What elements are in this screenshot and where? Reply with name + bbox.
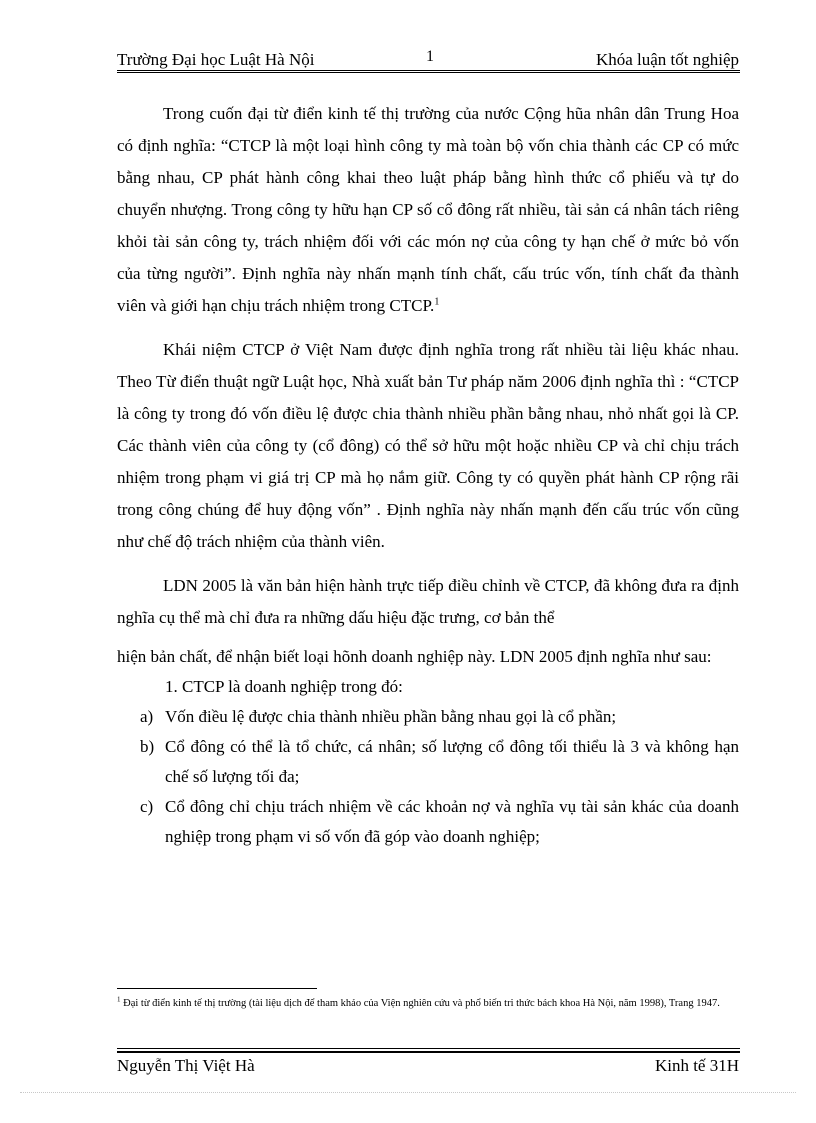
footnote-number: 1 (117, 995, 121, 1004)
list-item-c (117, 792, 739, 852)
header-university: Trường Đại học Luật Hà Nội (117, 50, 315, 69)
footnote-divider (117, 988, 317, 989)
paragraph-2: Khái niệm CTCP ở Việt Nam được định nghĩa trong rất nhiều tài liệu khác nhau. Theo Từ điển thuật ngữ Luật học, Nhà xuất bản Tư pháp năm 2006 định nghĩa thì : “CTCP là công ty trong đó vốn điều lệ được chia thành nhiều phần bằng nhau, nhỏ nhất gọi là CP. Các thành viên của công ty (cổ đông) có thể sở hữu một hoặc nhiều CP và chỉ chịu trách nhiệm trong phạm vi giá trị CP mà họ nắm giữ. Công ty có quyền phát hành CP rộng rãi trong công chúng để huy động vốn” . Định nghĩa này nhấn mạnh đến cấu trúc vốn cũng như chế độ trách nhiệm của thành viên. (117, 340, 739, 551)
footnote (117, 997, 739, 1011)
paragraph-1-text: Trong cuốn đại từ điển kinh tế thị trường của nước Cộng hũa nhân dân Trung Hoa có định nghĩa: “CTCP là một loại hình công ty mà toàn bộ vốn chia thành các CP có mức bằng nhau, CP phát hành công khai theo luật pháp bằng hình thức cổ phiếu và tự do chuyển nhượng. Trong công ty hữu hạn CP số cổ đông rất nhiều, tài sản cá nhân tách riêng khỏi tài sản công ty, trách nhiệm đối với các món nợ của công ty hạn chế ở mức bỏ vốn của từng người”. Định nghĩa này nhấn mạnh tính chất, cấu trúc vốn, tính chất đa thành viên và giới hạn chịu trách nhiệm trong CTCP. (117, 104, 739, 315)
header-divider (117, 70, 740, 73)
list-item-a (117, 702, 739, 732)
definition-list (117, 672, 739, 852)
footnote-reference: 1 (434, 296, 440, 308)
paragraph-3-part-2: hiện bản chất, để nhận biết loại hõnh doanh nghiệp này. LDN 2005 định nghĩa như sau: (117, 647, 712, 666)
list-item-marker: c) (140, 797, 154, 816)
page-bottom-border (20, 1092, 796, 1093)
footer-author: Nguyễn Thị Việt Hà (117, 1056, 255, 1075)
paragraph-1 (117, 98, 739, 322)
page-header (117, 48, 739, 72)
header-thesis-label: Khóa luận tốt nghiệp (595, 50, 739, 69)
footer-divider (117, 1048, 740, 1053)
list-item-marker: b) (140, 737, 155, 756)
paragraph-3-part-1: LDN 2005 là văn bản hiện hành trực tiếp điều chỉnh về CTCP, đã không đưa ra định nghĩa cụ thể mà chỉ đưa ra những dấu hiệu đặc trưng, cơ bản thể (117, 576, 739, 627)
header-page-number: 1 (426, 48, 434, 65)
footnote-text: Đại từ điển kinh tế thị trường (tài liệu dịch để tham khảo của Viện nghiên cứu và phổ biến tri thức bách khoa Hà Nội, năm 1998), Trang 1947. (123, 998, 720, 1009)
list-title: 1. CTCP là doanh nghiệp trong đó: (165, 677, 403, 696)
list-item-marker: a) (140, 707, 154, 726)
list-item-text: Cổ đông chỉ chịu trách nhiệm về các khoản nợ và nghĩa vụ tài sản khác của doanh nghiệp trong phạm vi số vốn đã góp vào doanh nghiệp; (165, 797, 739, 846)
footer-class: Kinh tế 31H (654, 1056, 739, 1075)
list-item-text: Vốn điều lệ được chia thành nhiều phần bằng nhau gọi là cổ phần; (165, 707, 617, 726)
document-body (117, 98, 739, 852)
list-item-b (117, 732, 739, 792)
list-item-text: Cổ đông có thể là tổ chức, cá nhân; số lượng cổ đông tối thiểu là 3 và không hạn chế số lượng tối đa; (165, 737, 739, 786)
